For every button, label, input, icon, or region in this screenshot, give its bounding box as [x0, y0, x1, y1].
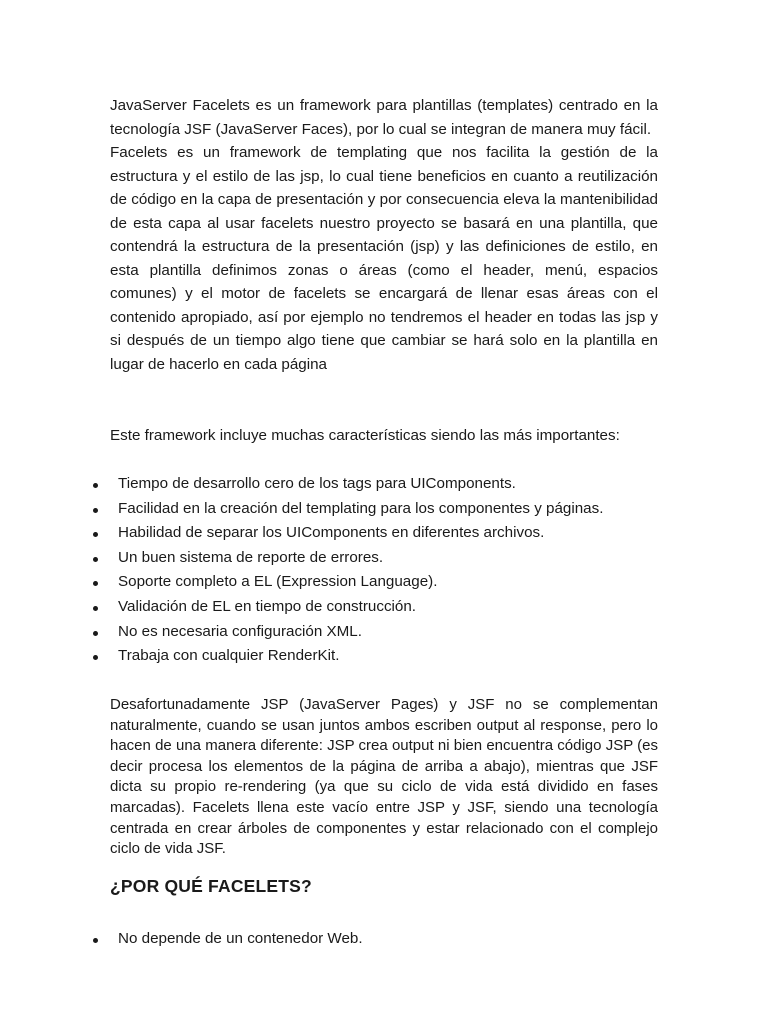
list-item-text: Tiempo de desarrollo cero de los tags para UIComponents.	[118, 475, 516, 492]
list-item-text: Trabaja con cualquier RenderKit.	[118, 647, 340, 665]
list-item-text: Soporte completo a EL (Expression Language).	[118, 573, 438, 591]
list-item-text: Validación de EL en tiempo de construcción.	[118, 597, 417, 615]
list-item	[0, 570, 768, 595]
bullet-icon	[93, 655, 98, 660]
list-item	[0, 644, 768, 669]
list-item	[0, 595, 768, 620]
intro-paragraph-line-2: Facelets es un framework de templating que nos facilita la gestión de la estructura y el estilo de las jsp, lo cual tiene beneficios en cuanto a reutilización de código en la capa de presentación y por consecuencia eleva la mantenibilidad de esta capa al usar facelets nuestro proyecto se basará en una plantilla, que contendrá la estructura de la presentación (jsp) y las definiciones de estilo, en esta plantilla definimos zonas o áreas (como el header, menú, espacios comunes) y el motor de facelets se encargará de llenar esas áreas con el contenido apropiado, así por ejemplo no tendremos el header en todas las jsp y si después de un tiempo algo tiene que cambiar se hará solo en la plantilla en lugar de hacerlo en cada página	[110, 144, 658, 373]
reasons-list	[0, 927, 768, 952]
bullet-icon	[93, 631, 98, 636]
list-item-text: Un buen sistema de reporte de errores.	[118, 548, 384, 566]
intro-paragraph	[110, 94, 658, 376]
bullet-icon	[93, 508, 98, 513]
bullet-icon	[93, 938, 98, 943]
section-heading: ¿POR QUÉ FACELETS?	[110, 876, 312, 896]
list-item	[0, 927, 768, 952]
intro-paragraph-line-1: JavaServer Facelets es un framework para plantillas (templates) centrado en la tecnología JSF (JavaServer Faces), por lo cual se integran de manera muy fácil.	[110, 97, 658, 138]
bullet-icon	[93, 606, 98, 611]
bullet-icon	[93, 483, 98, 488]
list-item-text: No depende de un contenedor Web.	[118, 930, 363, 947]
list-item	[0, 472, 768, 497]
features-intro: Este framework incluye muchas características siendo las más importantes:	[110, 427, 620, 444]
list-item-text: Facilidad en la creación del templating para los componentes y páginas.	[118, 499, 604, 517]
bullet-icon	[93, 532, 98, 537]
list-item	[0, 620, 768, 645]
jsp-jsf-paragraph: Desafortunadamente JSP (JavaServer Pages) y JSF no se complementan naturalmente, cuando se usan juntos ambos escriben output al response, pero lo hacen de una manera diferente: JSP crea output ni bien encuentra código JSP (es decir procesa los elementos de la página de arriba a abajo), mientras que JSF dicta su propio re-rendering (ya que su ciclo de vida está dividido en fases marcadas). Facelets llena este vacío entre JSP y JSF, siendo una tecnología centrada en crear árboles de componentes y estar relacionado con el complejo ciclo de vida JSF.	[110, 696, 658, 858]
list-item-text: No es necesaria configuración XML.	[118, 622, 362, 640]
features-list	[0, 472, 768, 669]
bullet-icon	[93, 557, 98, 562]
list-item	[0, 546, 768, 571]
bullet-icon	[93, 581, 98, 586]
list-item	[0, 497, 768, 522]
list-item	[0, 521, 768, 546]
list-item-text: Habilidad de separar los UIComponents en diferentes archivos.	[118, 524, 545, 542]
